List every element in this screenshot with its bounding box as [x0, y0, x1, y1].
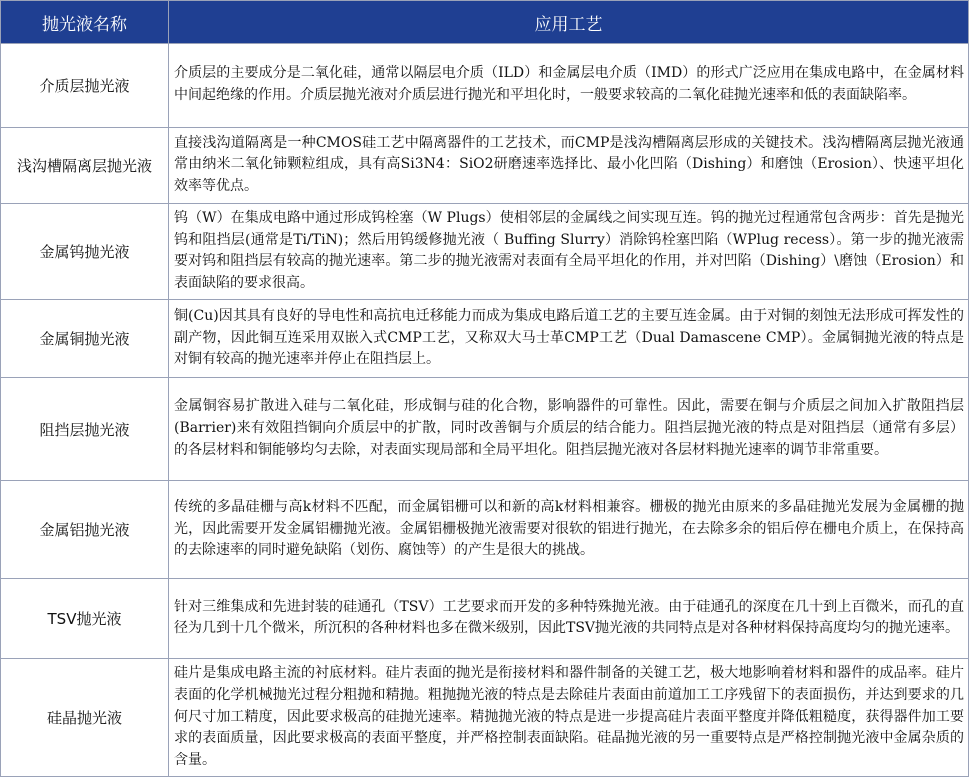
table-row — [1, 659, 969, 777]
row-slurry-name: 硅晶抛光液 — [1, 659, 169, 777]
row-process-description: 金属铜容易扩散进入硅与二氧化硅，形成铜与硅的化合物，影响器件的可靠性。因此，需要在铜与介质层之间加入扩散阻挡层(Barrier)来有效阻挡铜向介质层中的扩散，同时改善铜与介质层的结合能力。阻挡层抛光液的特点是对阻挡层（通常有多层）的各层材料和铜能够均匀去除，对表面实现局部和全局平坦化。阻挡层抛光液对各层材料抛光速率的调节非常重要。 — [169, 378, 969, 481]
header-application-process: 应用工艺 — [169, 1, 969, 44]
row-process-description: 钨（W）在集成电路中通过形成钨栓塞（W Plugs）使相邻层的金属线之间实现互连。钨的抛光过程通常包含两步：首先是抛光钨和阻挡层(通常是Ti/TiN)；然后用钨缓修抛光液（ Buffing Slurry）消除钨栓塞凹陷（WPlug recess）。第一步的抛光液需要对钨和阻挡层有较高的抛光速率。第二步的抛光液需对表面有全局平坦化的作用，并对凹陷（Dishing）\磨蚀（Erosion）和表面缺陷的要求很高。 — [169, 204, 969, 300]
row-slurry-name: 浅沟槽隔离层抛光液 — [1, 128, 169, 204]
row-process-description: 硅片是集成电路主流的衬底材料。硅片表面的抛光是衔接材料和器件制备的关键工艺，极大地影响着材料和器件的成品率。硅片表面的化学机械抛光过程分粗抛和精抛。粗抛抛光液的特点是去除硅片表面由前道加工工序残留下的表面损伤，并达到要求的几何尺寸加工精度，因此要求极高的硅抛光速率。精抛抛光液的特点是进一步提高硅片表面平整度并降低粗糙度，获得器件加工要求的表面质量，因此要求极高的表面平整度，并严格控制表面缺陷。硅晶抛光液的另一重要特点是严格控制抛光液中金属杂质的含量。 — [169, 659, 969, 777]
row-slurry-name: 金属钨抛光液 — [1, 204, 169, 300]
row-process-description: 铜(Cu)因其具有良好的导电性和高抗电迁移能力而成为集成电路后道工艺的主要互连金属。由于对铜的刻蚀无法形成可挥发性的副产物，因此铜互连采用双嵌入式CMP工艺，又称双大马士革CMP工艺（Dual Damascene CMP）。金属铜抛光液的特点是对铜有较高的抛光速率并停止在阻挡层上。 — [169, 300, 969, 378]
header-slurry-name: 抛光液名称 — [1, 1, 169, 44]
table-row — [1, 44, 969, 128]
row-slurry-name: 金属铝抛光液 — [1, 481, 169, 579]
table-row — [1, 481, 969, 579]
table-body — [1, 44, 969, 777]
header-row — [1, 1, 969, 44]
table-row — [1, 378, 969, 481]
row-process-description: 传统的多晶硅栅与高k材料不匹配，而金属铝栅可以和新的高k材料相兼容。栅极的抛光由原来的多晶硅抛光发展为金属栅的抛光，因此需要开发金属铝栅抛光液。金属铝栅极抛光液需要对很软的铝进行抛光，在去除多余的铝后停在栅电介质上，在保持高的去除速率的同时避免缺陷（划伤、腐蚀等）的产生是很大的挑战。 — [169, 481, 969, 579]
table-header — [1, 1, 969, 44]
table-row — [1, 579, 969, 659]
table-row — [1, 300, 969, 378]
row-process-description: 直接浅沟道隔离是一种CMOS硅工艺中隔离器件的工艺技术，而CMP是浅沟槽隔离层形成的关键技术。浅沟槽隔离层抛光液通常由纳米二氧化铈颗粒组成，具有高Si3N4：SiO2研磨速率选择比、最小化凹陷（Dishing）和磨蚀（Erosion）、快速平坦化效率等优点。 — [169, 128, 969, 204]
row-slurry-name: 阻挡层抛光液 — [1, 378, 169, 481]
table-row — [1, 204, 969, 300]
row-slurry-name: 金属铜抛光液 — [1, 300, 169, 378]
table-row — [1, 128, 969, 204]
row-slurry-name: 介质层抛光液 — [1, 44, 169, 128]
row-process-description: 介质层的主要成分是二氧化硅，通常以隔层电介质（ILD）和金属层电介质（IMD）的形式广泛应用在集成电路中，在金属材料中间起绝缘的作用。介质层抛光液对介质层进行抛光和平坦化时，一般要求较高的二氧化硅抛光速率和低的表面缺陷率。 — [169, 44, 969, 128]
row-slurry-name: TSV抛光液 — [1, 579, 169, 659]
row-process-description: 针对三维集成和先进封装的硅通孔（TSV）工艺要求而开发的多种特殊抛光液。由于硅通孔的深度在几十到上百微米，而孔的直径为几到十几个微米，所沉积的各种材料也多在微米级别，因此TSV抛光液的共同特点是对各种材料保持高度均匀的抛光速率。 — [169, 579, 969, 659]
